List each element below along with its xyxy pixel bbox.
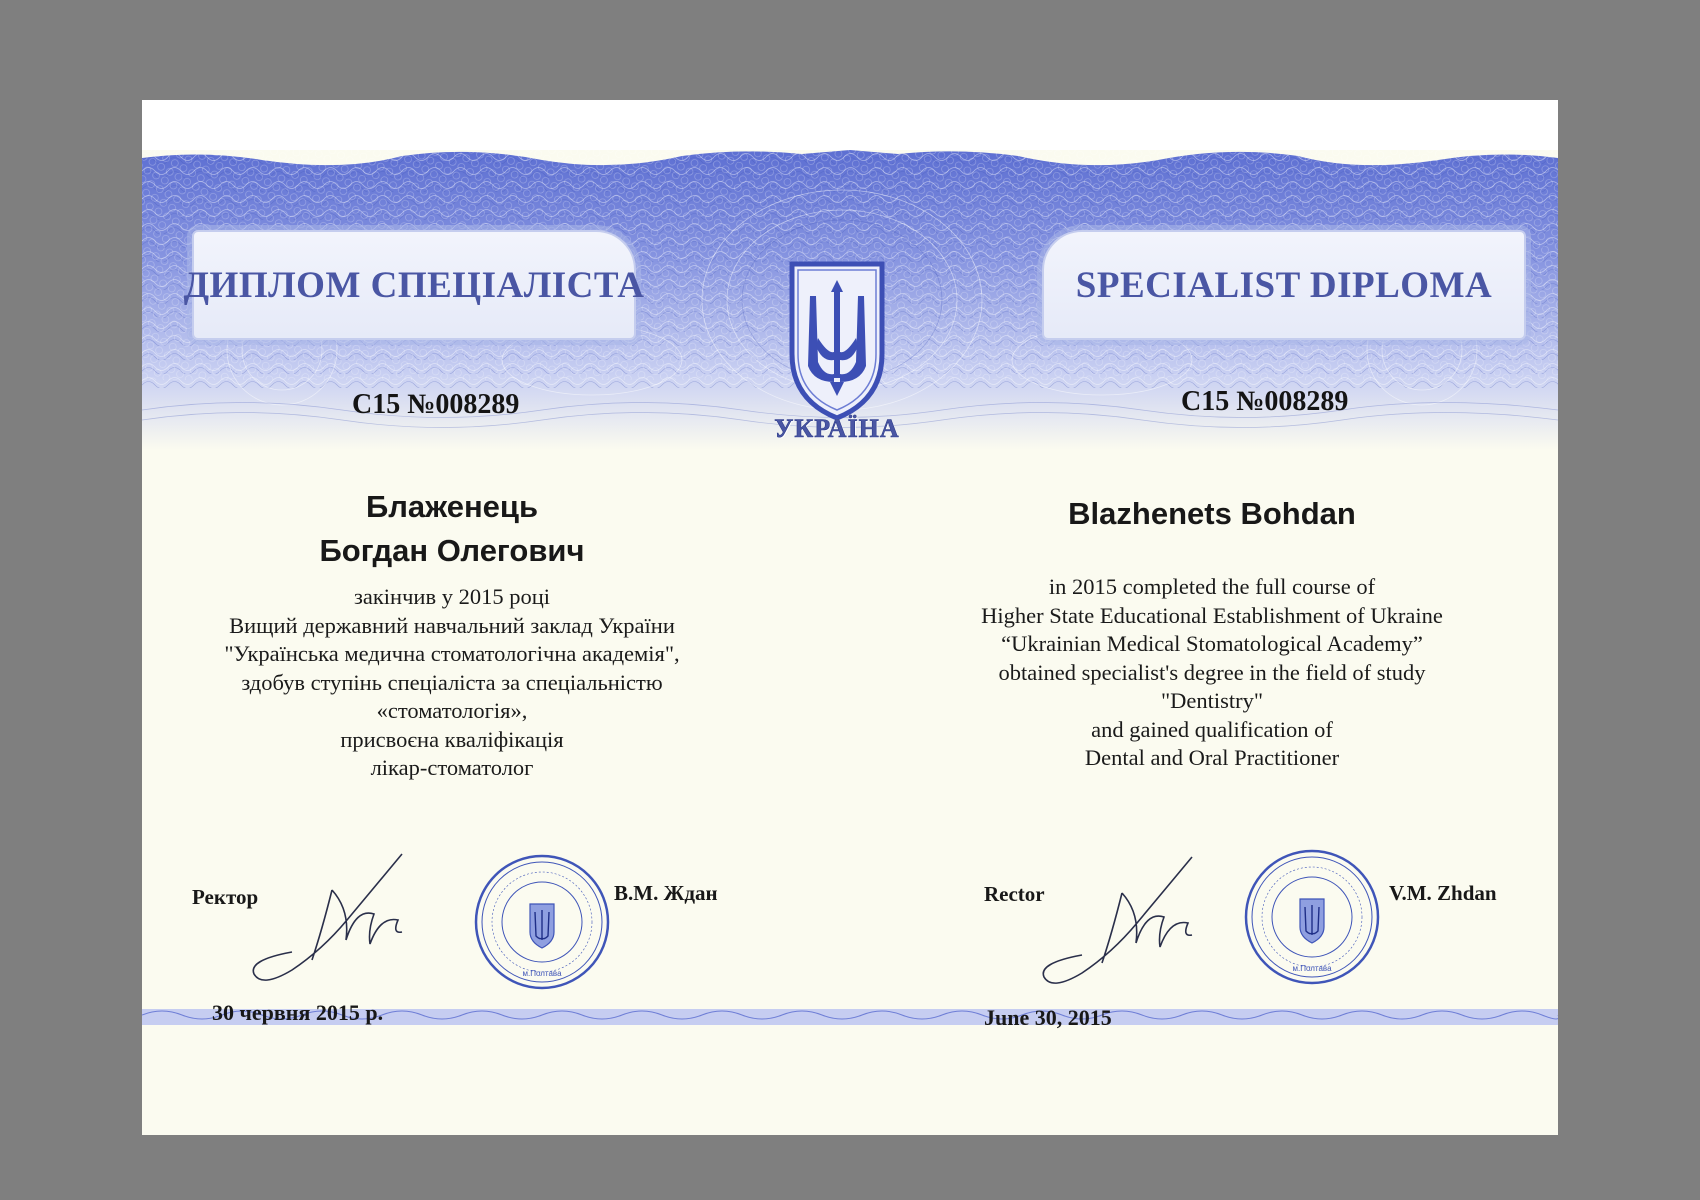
official-seal: [472, 852, 612, 992]
rector-label-ukrainian: Ректор: [192, 885, 259, 909]
trident-coat-of-arms-icon: [762, 250, 912, 430]
diploma-title-english: SPECIALIST DIPLOMA: [1075, 264, 1493, 306]
issue-date-english: June 30, 2015: [984, 1005, 1112, 1030]
official-seal-english: [1242, 847, 1382, 987]
diploma-body-english: [962, 573, 1462, 773]
diploma-title-ukrainian: ДИПЛОМ СПЕЦІАЛІСТА: [183, 264, 645, 306]
diploma-certificate: [142, 150, 1558, 1135]
rector-name-english: V.M. Zhdan: [1389, 881, 1497, 905]
body-line: Вищий державний навчальний заклад України: [229, 612, 675, 638]
rector-signature-english: [1042, 855, 1242, 995]
body-line: in 2015 completed the full course of: [1048, 574, 1376, 599]
svg-text:м.Полтава: м.Полтава: [522, 969, 562, 978]
body-line: «стоматологія»,: [376, 698, 528, 723]
given-names-ukrainian: Богдан Олегович: [319, 533, 585, 568]
body-line: "Dentistry": [1160, 688, 1264, 713]
svg-text:м.Полтава: м.Полтава: [1292, 964, 1332, 973]
body-line: obtained specialist's degree in the field of study: [998, 659, 1426, 685]
diploma-body-ukrainian: [182, 583, 722, 783]
rector-label-english: Rector: [984, 882, 1045, 906]
body-line: присвоєна кваліфікація: [340, 726, 564, 752]
serial-number-english: C15 №008289: [1181, 386, 1349, 417]
body-line: and gained qualification of: [1091, 716, 1333, 742]
serial-number-ukrainian: C15 №008289: [352, 389, 520, 420]
rector-name-ukrainian: В.М. Ждан: [614, 881, 718, 905]
holder-name-english: [962, 492, 1462, 536]
body-line: Higher State Educational Establishment of Ukraine: [981, 602, 1443, 628]
body-line: Dental and Oral Practitioner: [1084, 745, 1340, 770]
full-name-english: Blazhenets Bohdan: [1068, 496, 1356, 531]
rector-signature: [252, 850, 452, 990]
body-line: закінчив у 2015 році: [354, 584, 550, 609]
issue-date-ukrainian: 30 червня 2015 р.: [212, 1000, 384, 1025]
document-page: [142, 100, 1558, 1100]
holder-name-ukrainian: [222, 485, 682, 573]
body-line: лікар-стоматолог: [370, 755, 534, 780]
title-box-ukrainian: [183, 230, 645, 340]
body-line: “Ukrainian Medical Stomatological Academy”: [1001, 631, 1423, 656]
body-line: здобув ступінь спеціаліста за спеціальністю: [241, 669, 663, 695]
body-line: "Українська медична стоматологічна академія",: [224, 641, 680, 666]
country-label: УКРАЇНА: [774, 414, 900, 443]
title-box-english: [1042, 230, 1526, 340]
surname-ukrainian: Блаженець: [365, 489, 539, 524]
